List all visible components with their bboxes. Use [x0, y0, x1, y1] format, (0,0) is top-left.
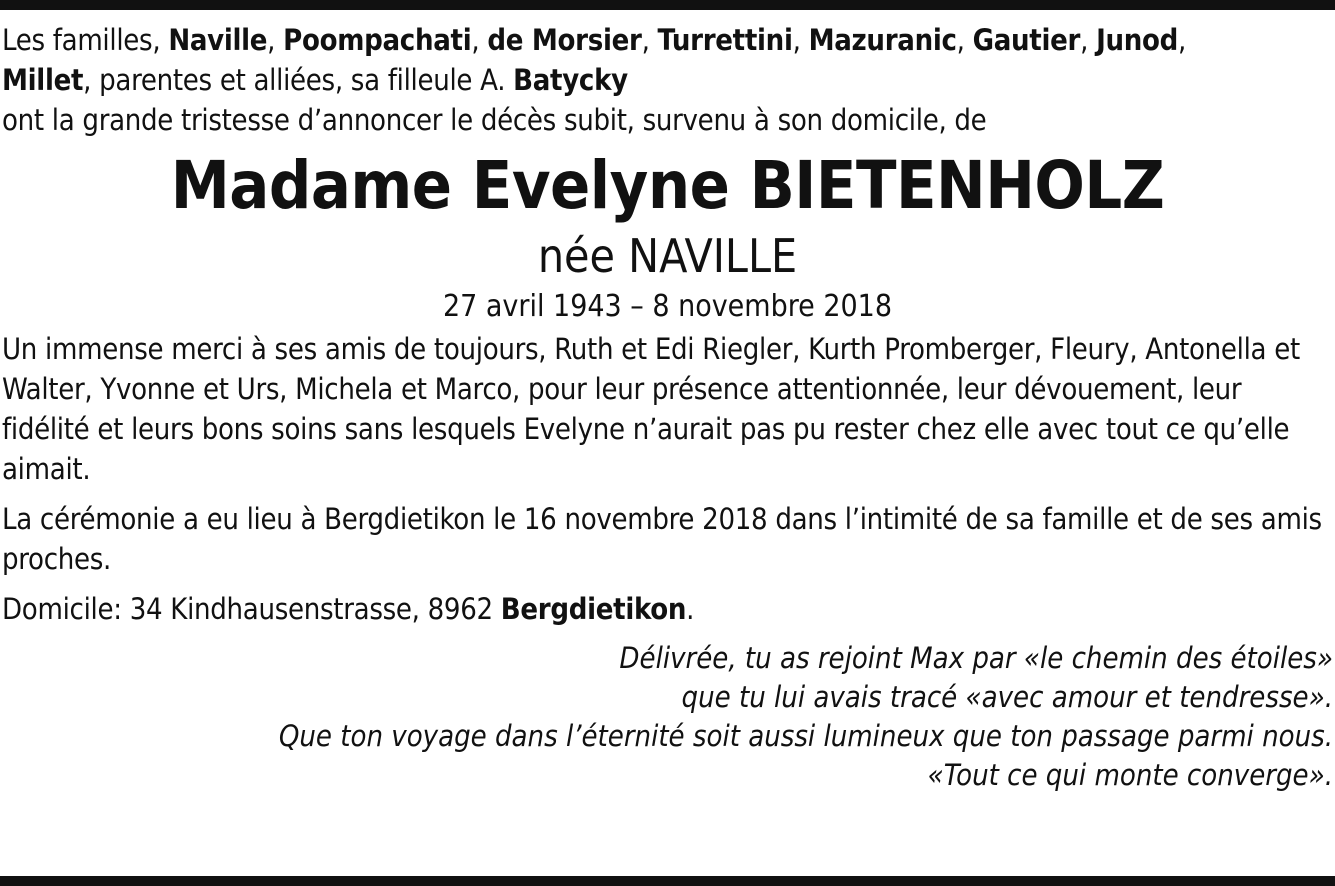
top-rule [0, 0, 1335, 10]
maiden-name: née NAVILLE [537, 229, 798, 283]
family-name: Mazuranic [808, 23, 957, 57]
family-name: Poompachati [283, 23, 472, 57]
intro-announcement-text: ont la grande tristesse d’annoncer le décès subit, survenu à son domicile, de [2, 103, 987, 137]
poem-line: Délivrée, tu as rejoint Max par «le chemin des étoiles» [619, 641, 1333, 675]
closing-poem [2, 639, 1333, 795]
domicile-line [2, 589, 1333, 629]
separator: , [471, 23, 488, 57]
poem-line: que tu lui avais tracé «avec amour et tendresse». [681, 680, 1333, 714]
separator: , [956, 23, 973, 57]
domicile-address: Domicile: 34 Kindhausenstrasse, 8962 [2, 592, 501, 626]
life-dates: 27 avril 1943 – 8 novembre 2018 [442, 289, 893, 324]
separator: , [792, 23, 809, 57]
domicile-period: . [686, 592, 695, 626]
thanks-paragraph: Un immense merci à ses amis de toujours, Ruth et Edi Riegler, Kurth Promberger, Fleury, Antonella et Walter, Yvonne et Urs, Michela et Marco, pour leur présence attentionnée, leur dévouement, leur fidélité et leurs bons soins sans lesquels Evelyne n’aurait pas pu rester chez elle avec tout ce qu’elle aimait. [2, 332, 1300, 486]
poem-line: Que ton voyage dans l’éternité soit aussi lumineux que ton passage parmi nous. [278, 719, 1333, 753]
intro-relatives-text: , parentes et alliées, sa filleule A. [83, 63, 514, 97]
family-name: Millet [2, 63, 84, 97]
family-name: de Morsier [487, 23, 642, 57]
intro-paragraph [2, 20, 1333, 140]
deceased-name: Madame Evelyne BIETENHOLZ [170, 147, 1165, 224]
godchild-name: Batycky [513, 63, 628, 97]
family-name: Turrettini [657, 23, 793, 57]
poem-line: «Tout ce qui monte converge». [927, 758, 1333, 792]
bottom-rule [0, 876, 1335, 886]
intro-lead-text: Les familles, [2, 23, 169, 57]
separator: , [1178, 23, 1187, 57]
ceremony-paragraph: La cérémonie a eu lieu à Bergdietikon le 16 novembre 2018 dans l’intimité de sa famille et de ses amis proches. [2, 502, 1322, 576]
separator: , [1080, 23, 1097, 57]
separator: , [641, 23, 658, 57]
family-name: Gautier [972, 23, 1081, 57]
family-name: Junod [1096, 23, 1179, 57]
family-name: Naville [168, 23, 268, 57]
obituary-notice [2, 20, 1333, 795]
domicile-town: Bergdietikon [500, 592, 687, 626]
separator: , [267, 23, 284, 57]
